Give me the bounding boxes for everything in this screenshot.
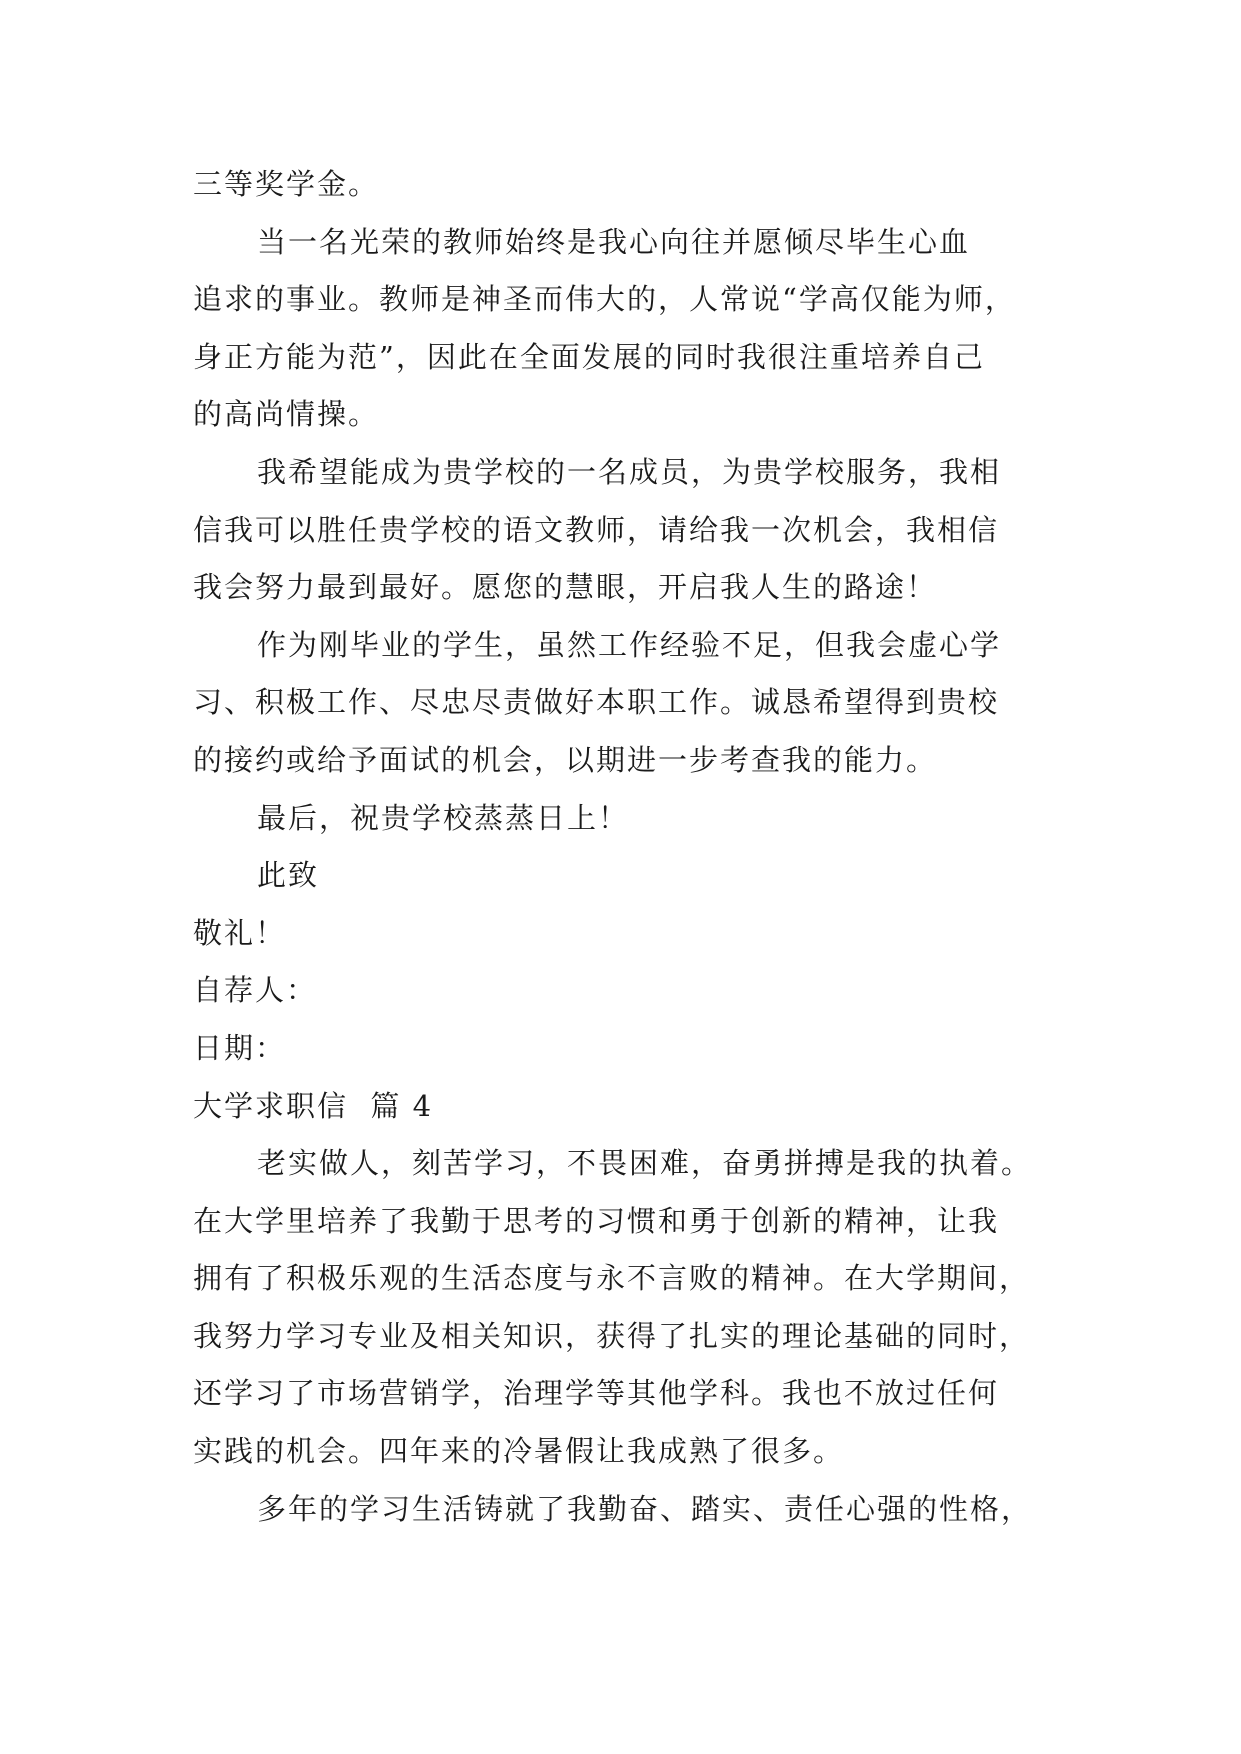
text-line: 我会努力最到最好。愿您的慧眼，开启我人生的路途！: [193, 570, 938, 605]
closing-salutation: 此致: [257, 858, 320, 893]
text-line: 多年的学习生活铸就了我勤奋、踏实、责任心强的性格，: [257, 1491, 1033, 1526]
text-line: 实践的机会。四年来的冷暑假让我成熟了很多。: [193, 1434, 845, 1469]
text-line: 的接约或给予面试的机会，以期进一步考查我的能力。: [193, 742, 938, 777]
text-line: 我希望能成为贵学校的一名成员，为贵学校服务，我相: [257, 454, 1002, 489]
section-heading: 大学求职信 篇 4: [193, 1088, 434, 1123]
closing-regards: 敬礼！: [193, 915, 287, 950]
text-line: 作为刚毕业的学生，虽然工作经验不足，但我会虚心学: [257, 627, 1002, 662]
text-line: 身正方能为范”，因此在全面发展的同时我很注重培养自己: [193, 339, 985, 374]
text-line: 老实做人，刻苦学习，不畏困难，奋勇拼搏是我的执着。: [257, 1146, 1033, 1181]
text-line: 习、积极工作、尽忠尽责做好本职工作。诚恳希望得到贵校: [193, 685, 1000, 720]
text-line: 最后，祝贵学校蒸蒸日上！: [257, 800, 630, 835]
text-line: 在大学里培养了我勤于思考的习惯和勇于创新的精神，让我: [193, 1203, 1000, 1238]
text-line: 三等奖学金。: [193, 167, 380, 201]
text-line: 拥有了积极乐观的生活态度与永不言败的精神。在大学期间，: [193, 1261, 1031, 1296]
text-line: 我努力学习专业及相关知识，获得了扎实的理论基础的同时，: [193, 1318, 1031, 1353]
text-line: 当一名光荣的教师始终是我心向往并愿倾尽毕生心血: [257, 224, 971, 259]
text-line: 追求的事业。教师是神圣而伟大的，人常说“学高仅能为师，: [193, 282, 1016, 317]
text-line: 还学习了市场营销学，治理学等其他学科。我也不放过任何: [193, 1376, 1000, 1411]
date-label: 日期：: [193, 1030, 287, 1065]
text-line: 的高尚情操。: [193, 397, 380, 432]
document-body: [193, 156, 1053, 1538]
text-line: 信我可以胜任贵学校的语文教师，请给我一次机会，我相信: [193, 512, 1000, 547]
signature-label: 自荐人：: [193, 973, 318, 1008]
